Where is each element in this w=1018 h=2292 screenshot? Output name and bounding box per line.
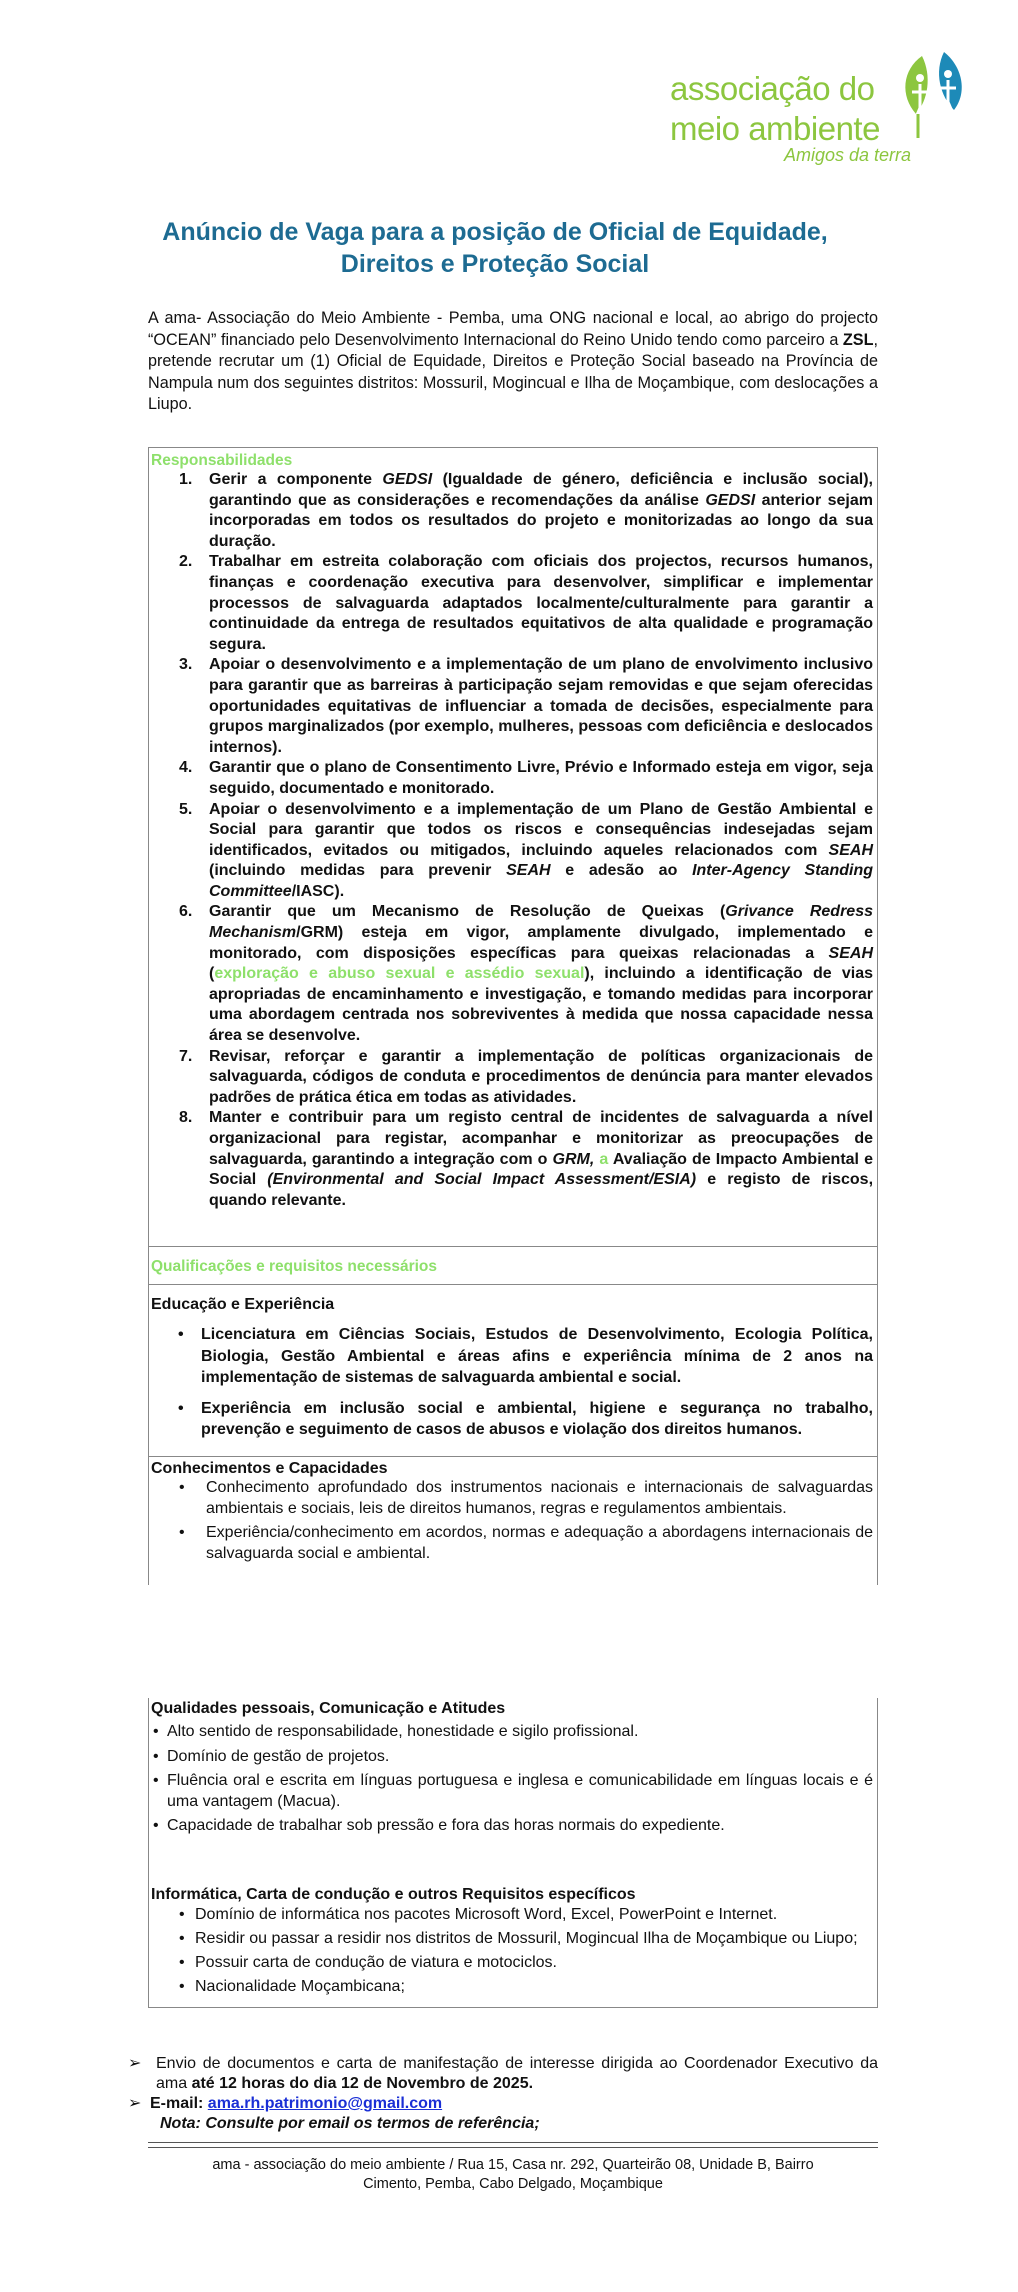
qualities-heading: Qualidades pessoais, Comunicação e Atitudes <box>151 1700 506 1717</box>
list-item <box>151 1108 875 1211</box>
logo-line2: meio ambiente <box>670 110 880 147</box>
ama-logo <box>670 48 970 163</box>
list-item: • Possuir carta de condução de viatura e motociclos. <box>151 1952 875 1973</box>
item-text: GEDSI <box>382 471 433 488</box>
intro-part2: , pretende recrutar um (1) Oficial de Equidade, Direitos e Proteção Social baseado na Província de Nampula num dos seguintes distritos: Mossuril, Mogincual e Ilha de Moçambique, com deslocações a Liupo. <box>148 330 878 413</box>
item-number: 5. <box>179 800 193 818</box>
qualities-section <box>151 1700 875 1837</box>
divider <box>149 1456 877 1457</box>
requirements-box-bottom <box>148 1698 878 2008</box>
knowledge-list <box>151 1478 875 1564</box>
informatics-list <box>151 1904 875 1997</box>
list-item <box>151 552 875 655</box>
responsibilities-list <box>151 470 875 1211</box>
item-text: Gerir a componente <box>209 471 383 488</box>
list-item: • Fluência oral e escrita em línguas portuguesa e inglesa e comunicabilidade em línguas locais e é uma vantagem (Macua). <box>151 1771 875 1812</box>
list-item <box>151 800 875 903</box>
requirements-box-top <box>148 447 878 1585</box>
arrow-bullet-icon: ➢ <box>128 2055 142 2072</box>
item-number: 8. <box>179 1109 193 1127</box>
item-text: Apoiar o desenvolvimento e a implementação de um plano de envolvimento inclusivo para garantir que as barreiras à participação sejam removidas e que sejam oferecidas oportunidades equitativas de influenciar a tomada de decisões, especialmente para grupos marginalizados (por exemplo, mulheres, pessoas com deficiência e deslocados internos). <box>209 656 873 756</box>
informatics-section <box>151 1886 875 1997</box>
education-heading: Educação e Experiência <box>151 1296 335 1313</box>
item-text: Revisar, reforçar e garantir a implementação de políticas organizacionais de salvaguarda, códigos de conduta e procedimentos de denúncia para manter elevados padrões de prática ética em todas as atividades. <box>209 1047 873 1106</box>
item-text: Inter-Agency Standing Committee <box>209 862 873 900</box>
logo-line1: associação do <box>670 70 875 107</box>
arrow-bullet-icon: ➢ <box>128 2095 142 2112</box>
intro-bold: ZSL <box>842 330 874 349</box>
intro-paragraph <box>148 308 878 416</box>
responsibilities-heading: Responsabilidades <box>151 452 293 469</box>
list-item <box>151 1047 875 1109</box>
item-text: SEAH <box>506 862 551 880</box>
item-text: e registo de riscos, quando relevante. <box>209 1171 874 1209</box>
footer-divider <box>148 2142 878 2148</box>
list-item <box>151 758 875 799</box>
item-text: (Environmental and Social Impact Assessment/ESIA) <box>267 1171 697 1189</box>
item-text: Manter e contribuir para um registo central de incidentes de salvaguarda a nível organizacional para registar, acompanhar e monitorizar as preocupações de salvaguarda, garantindo a integração com o <box>209 1109 873 1168</box>
leaf-figures-icon <box>892 48 972 140</box>
item-text: SEAH <box>828 841 873 859</box>
title-line2: Direitos e Proteção Social <box>340 250 650 278</box>
email-row <box>128 2094 878 2114</box>
list-item: • Experiência em inclusão social e ambiental, higiene e segurança no trabalho, prevenção e seguimento de casos de abusos e violação dos direitos humanos. <box>151 1398 875 1441</box>
item-text: Garantir que o plano de Consentimento Livre, Prévio e Informado esteja em vigor, seja seguido, documentado e monitorado. <box>209 759 873 797</box>
item-text: Garantir que um Mecanismo de Resolução de Queixas ( <box>209 903 726 921</box>
divider <box>149 1246 877 1247</box>
list-item: • Conhecimento aprofundado dos instrumentos nacionais e internacionais de salvaguardas ambientais e sociais, leis de direitos humanos, regras e regulamentos ambientais. <box>151 1478 875 1519</box>
list-item: • Experiência/conhecimento em acordos, normas e adequação a abordagens internacionais de salvaguarda social e ambiental. <box>151 1523 875 1564</box>
item-number: 6. <box>179 903 193 921</box>
divider <box>149 1284 877 1285</box>
list-item: • Domínio de informática nos pacotes Microsoft Word, Excel, PowerPoint e Internet. <box>151 1904 875 1925</box>
item-text: ( <box>209 965 215 983</box>
item-text: Avaliação de Impacto Ambiental e Social <box>209 1150 873 1189</box>
logo-line3: Amigos da terra <box>784 145 912 165</box>
list-item <box>151 902 875 1046</box>
item-text-highlight: exploração e abuso sexual e assédio sexual <box>214 965 585 983</box>
item-text: SEAH <box>828 944 873 962</box>
item-text: GRM, <box>552 1150 595 1168</box>
qualities-list <box>151 1722 875 1837</box>
knowledge-section <box>151 1460 875 1564</box>
address-line1: ama - associação do meio ambiente / Rua 15, Casa nr. 292, Quarteirão 08, Unidade B, Bairro <box>212 2157 814 2173</box>
item-number: 3. <box>179 656 193 674</box>
item-number: 7. <box>179 1047 193 1065</box>
item-text: Trabalhar em estreita colaboração com oficiais dos projectos, recursos humanos, finanças e coordenação executiva para desenvolver, simplificar e implementar processos de salvaguarda adaptados localmente/culturalmente para garantir a continuidade da entrega de resultados equitativos de alta qualidade e programação segura. <box>209 553 873 653</box>
submission-notes <box>128 2054 878 2134</box>
submission-instruction <box>128 2054 878 2094</box>
intro-part1: A ama- Associação do Meio Ambiente - Pemba, uma ONG nacional e local, ao abrigo do projecto “OCEAN” financiado pelo Desenvolvimento Internacional do Reino Unido tendo como parceiro a <box>148 309 878 349</box>
item-number: 2. <box>179 553 193 571</box>
education-list <box>151 1324 875 1441</box>
responsibilities-section <box>151 452 875 1211</box>
page-title <box>100 216 890 280</box>
item-text-highlight: a <box>599 1150 609 1168</box>
item-text: (Igualdade de género, deficiência e inclusão social), garantindo que as considerações e recomendações da análise <box>209 471 873 509</box>
email-link[interactable]: ama.rh.patrimonio@gmail.com <box>207 2095 443 2112</box>
qualifications-heading: Qualificações e requisitos necessários <box>151 1258 438 1275</box>
item-text: /IASC). <box>291 882 345 900</box>
footer-address <box>148 2156 878 2194</box>
submission-text: Envio de documentos e carta de manifestação de interesse dirigida ao Coordenador Executivo da ama <box>156 2055 878 2092</box>
list-item: • Licenciatura em Ciências Sociais, Estudos de Desenvolvimento, Ecologia Política, Biologia, Gestão Ambiental e áreas afins e experiência mínima de 2 anos na implementação de sistemas de salvaguarda ambiental e social. <box>151 1324 875 1389</box>
item-text: anterior sejam incorporadas em todos os resultados do projeto e monitorizadas ao longo da sua duração. <box>209 491 874 550</box>
list-item: • Alto sentido de responsabilidade, honestidade e sigilo profissional. <box>151 1722 875 1743</box>
item-text: Apoiar o desenvolvimento e a implementação de um Plano de Gestão Ambiental e Social para garantir que todos os riscos e consequências indesejadas sejam identificados, evitados ou mitigados, incluindo aqueles relacionados com <box>209 800 873 859</box>
list-item: • Domínio de gestão de projetos. <box>151 1747 875 1768</box>
address-line2: Cimento, Pemba, Cabo Delgado, Moçambique <box>363 2176 663 2192</box>
item-text: GEDSI <box>705 491 756 509</box>
item-text: e adesão ao <box>550 862 693 880</box>
note-text: Nota: Consulte por email os termos de referência; <box>160 2115 540 2132</box>
education-section <box>151 1296 875 1441</box>
list-item: • Nacionalidade Moçambicana; <box>151 1976 875 1997</box>
list-item: • Residir ou passar a residir nos distritos de Mossuril, Mogincual Ilha de Moçambique ou Liupo; <box>151 1928 875 1949</box>
item-text: ), incluindo a identificação de vias apropriadas de encaminhamento e investigação, e tomando medidas para incorporar uma abordagem centrada nos sobreviventes à medida que nossa capacidade nessa área se desenvolve. <box>209 965 873 1045</box>
list-item <box>151 470 875 552</box>
informatics-heading: Informática, Carta de condução e outros Requisitos específicos <box>151 1886 636 1903</box>
submission-deadline: até 12 horas do dia 12 de Novembro de 2025. <box>191 2075 534 2092</box>
list-item: • Capacidade de trabalhar sob pressão e fora das horas normais do expediente. <box>151 1816 875 1837</box>
item-number: 1. <box>179 471 193 488</box>
item-number: 4. <box>179 759 193 777</box>
knowledge-heading: Conhecimentos e Capacidades <box>151 1460 388 1477</box>
title-line1: Anúncio de Vaga para a posição de Oficial de Equidade, <box>162 218 828 246</box>
item-text: /GRM) esteja em vigor, amplamente divulgado, implementado e monitorado, com disposições específicas para queixas relacionadas a <box>209 924 873 962</box>
item-text: (incluindo medidas para prevenir <box>209 862 507 880</box>
item-text: Grivance Redress Mechanism <box>209 903 874 942</box>
email-label: E-mail: <box>150 2095 208 2112</box>
list-item <box>151 655 875 758</box>
